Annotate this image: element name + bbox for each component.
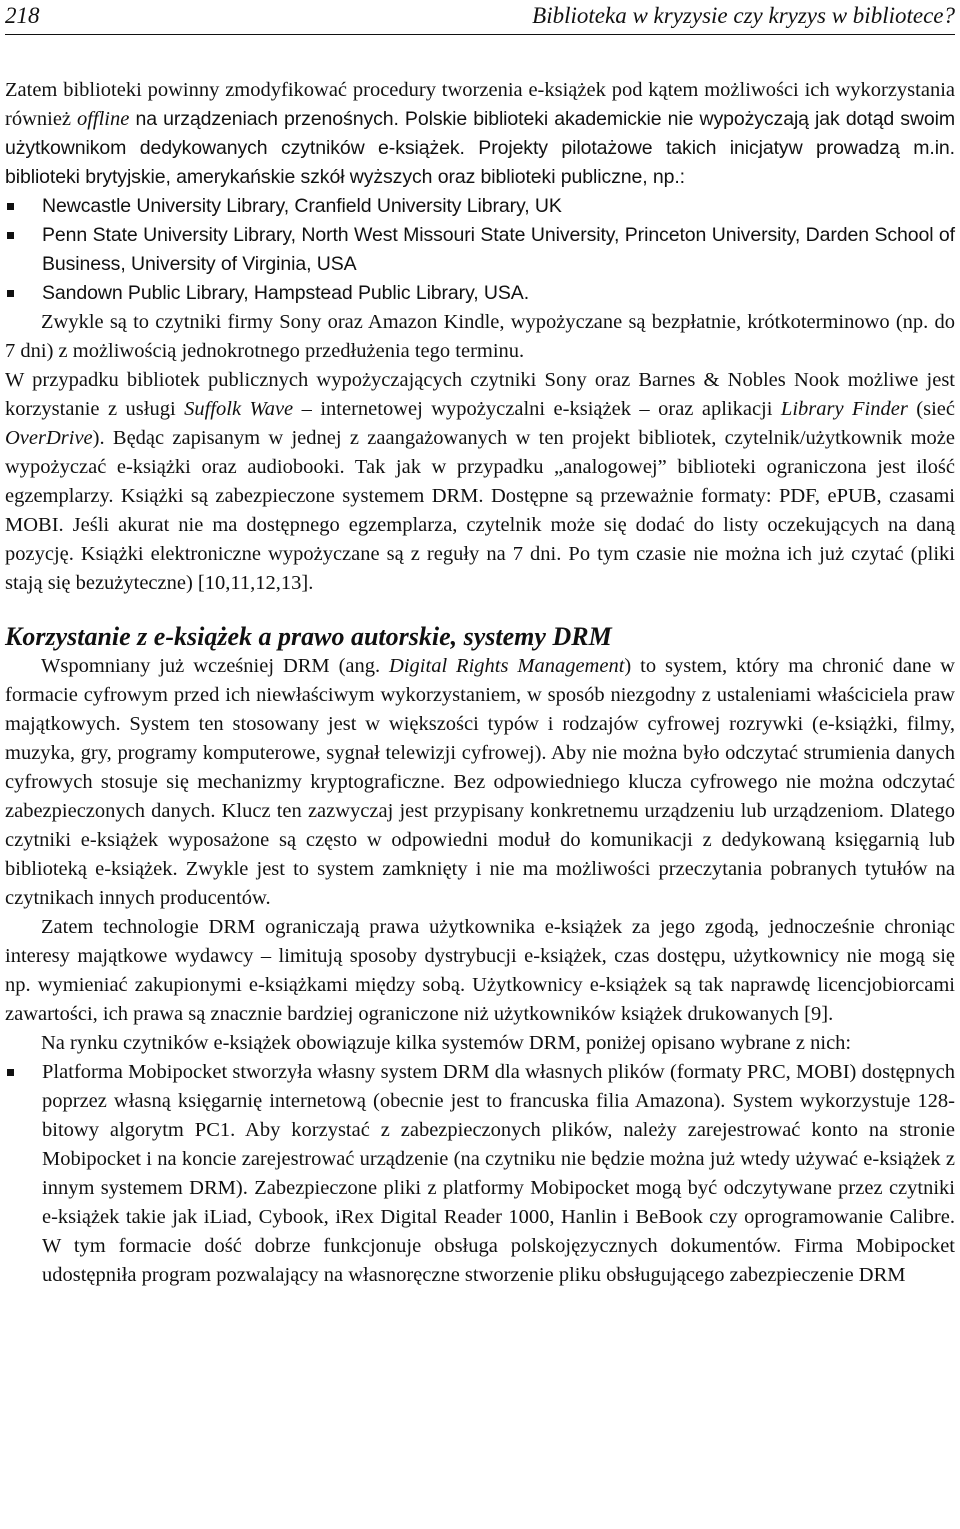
list-item: [5, 1058, 955, 1290]
section-ebook-lending: [5, 76, 955, 598]
bullet-square-icon: [7, 232, 14, 239]
paragraph-readers: Zwykle są to czytniki firmy Sony oraz Amazon Kindle, wypożyczane są bezpłatnie, krótkoterminowo (np. do 7 dni) z możliwością jednokrotnego przedłużenia tego terminu.: [5, 311, 955, 362]
text-run: ). Będąc zapisanym w jednej z zaangażowanych w ten projekt bibliotek, czytelnik/użytkownik może wypożyczać e-książki oraz audiobooki. Tak jak w przypadku „analogowej” biblioteki ograniczona jest ilość egzemplarzy. Książki są zabezpieczone systemem DRM. Dostępne są przeważnie formaty: PDF, ePUB, czasami MOBI. Jeśli akurat nie ma dostępnego egzemplarza, czytelnik może się dodać do listy oczekujących na daną pozycję. Książki elektroniczne wypożyczane są z reguły na 7 dni. Po tym czasie nie można ich już czytać (pliki stają się bezużyteczne) [10,11,12,13].: [5, 427, 955, 594]
text-run-italic: Library Finder: [780, 398, 908, 420]
text-run: ) to system, który ma chronić dane w formacie cyfrowym przed ich niewłaściwym wykorzystaniem, w sposób niezgodny z ustaleniami właściciela praw majątkowych. System ten stosowany jest w większości typów i rodzajów cyfrowej rozrywki (e-książki, filmy, muzyka, gry, programy komputerowe, sygnał telewizji cyfrowej). Aby nie można było odczytać strumienia danych cyfrowych stosuje się mechanizmy kryptograficzne. Bez odpowiedniego klucza cyfrowego nie można odczytać zabezpieczonych danych. Klucz ten zazwyczaj jest przypisany konkretnemu urządzeniu lub urządzeniom. Dlatego czytniki e-książek wyposażone są często w odpowiedni moduł do komunikacji z dedykowaną księgarnią lub biblioteką e-książek. Zwykle jest to system zamknięty i nie ma możliwości przeczytania pobranych tytułów na czytnikach innych producentów.: [5, 655, 955, 909]
text-run-italic: Digital Rights Management: [389, 655, 625, 677]
list-item-text: Newcastle University Library, Cranfield University Library, UK: [42, 195, 562, 217]
text-run: – internetowej wypożyczalni e-książek – oraz aplikacji: [293, 398, 781, 420]
bullet-square-icon: [7, 203, 14, 210]
text-run-italic: Suffolk Wave: [184, 398, 294, 420]
section-drm: [5, 652, 955, 1290]
section-heading: Korzystanie z e-książek a prawo autorskie, systemy DRM: [5, 622, 612, 651]
text-run: W przypadku bibliotek publicznych wypożyczających czytniki Sony oraz Barnes & Nobles Nook możliwe jest korzystanie z usługi: [5, 369, 955, 420]
paragraph-drm-systems: Na rynku czytników e-książek obowiązuje kilka systemów DRM, poniżej opisano wybrane z nich:: [41, 1032, 852, 1054]
text-run: Wspomniany już wcześniej DRM (ang.: [41, 655, 390, 677]
bullet-square-icon: [7, 290, 14, 297]
text-run: Zatem biblioteki powinny zmodyfikować procedury tworzenia e-książek pod kątem możliwości ich wykorzystania również: [5, 79, 955, 130]
page-number: 218: [5, 3, 40, 28]
paragraph-drm-definition: [5, 652, 955, 913]
text-run-sans: na urządzeniach przenośnych. Polskie biblioteki akademickie nie wypożyczają jak dotąd swoim użytkownikom dedykowanych czytników e-książek. Projekty pilotażowe takich inicjatyw prowadzą m.in. biblioteki brytyjskie, amerykańskie szkół wyższych oraz biblioteki publiczne, np.:: [5, 108, 955, 188]
bullet-list-drm-systems: [5, 1058, 955, 1290]
page-header: [5, 0, 955, 35]
list-item-text: Platforma Mobipocket stworzyła własny system DRM dla własnych plików (formaty PRC, MOBI) dostępnych poprzez własną księgarnię internetową (obecnie jest to francuska filia Amazona). System wykorzystuje 128-bitowy algorytm PC1. Aby korzystać z zabezpieczonych plików, należy zarejestrować konto na stronie Mobipocket i na koncie zarejestrować urządzenie (na czytniku nie będzie można już wtedy używać e-książek z innym systemem DRM). Zabezpieczone pliki z platformy Mobipocket mogą być odczytywane przez czytniki e-książek takie jak iLiad, Cybook, iRex Digital Reader 1000, Hanlin i BeBook czy oprogramowanie Calibre. W tym formacie dość dobrze funkcjonuje obsługa polskojęzycznych dokumentów. Firma Mobipocket udostępniła program pozwalający na własnoręczne stworzenie pliku obsługującego zabezpieczenie DRM: [42, 1061, 955, 1286]
text-run-italic: offline: [76, 108, 130, 130]
list-item-text: Penn State University Library, North West Missouri State University, Princeton University, Darden School of Business, University of Virginia, USA: [42, 224, 955, 275]
list-item: [5, 192, 955, 221]
bullet-list-libraries: [5, 192, 955, 308]
paragraph-drm-limits: Zatem technologie DRM ograniczają prawa użytkownika e-książek za jego zgodą, jednocześnie chroniąc interesy majątkowe wydawcy – limitują sposoby dystrybucji e-książek, czas dostępu, użytkownicy nie mogą się np. wymieniać zakupionymi e-książkami między sobą. Użytkownicy e-książek są tak naprawdę licencjobiorcami zawartości, ich prawa są znacznie bardziej ograniczone niż użytkowników książek drukowanych [9].: [5, 916, 955, 1025]
text-run: (sieć: [907, 398, 956, 420]
bullet-square-icon: [7, 1069, 14, 1076]
paragraph-public-libraries: [5, 366, 955, 598]
list-item: [5, 279, 955, 308]
list-item-text: Sandown Public Library, Hampstead Public Library, USA.: [42, 282, 530, 304]
running-title: Biblioteka w kryzysie czy kryzys w bibliotece?: [532, 3, 955, 28]
text-run-italic: OverDrive: [5, 427, 93, 449]
paragraph-intro: [5, 76, 955, 192]
list-item: [5, 221, 955, 279]
